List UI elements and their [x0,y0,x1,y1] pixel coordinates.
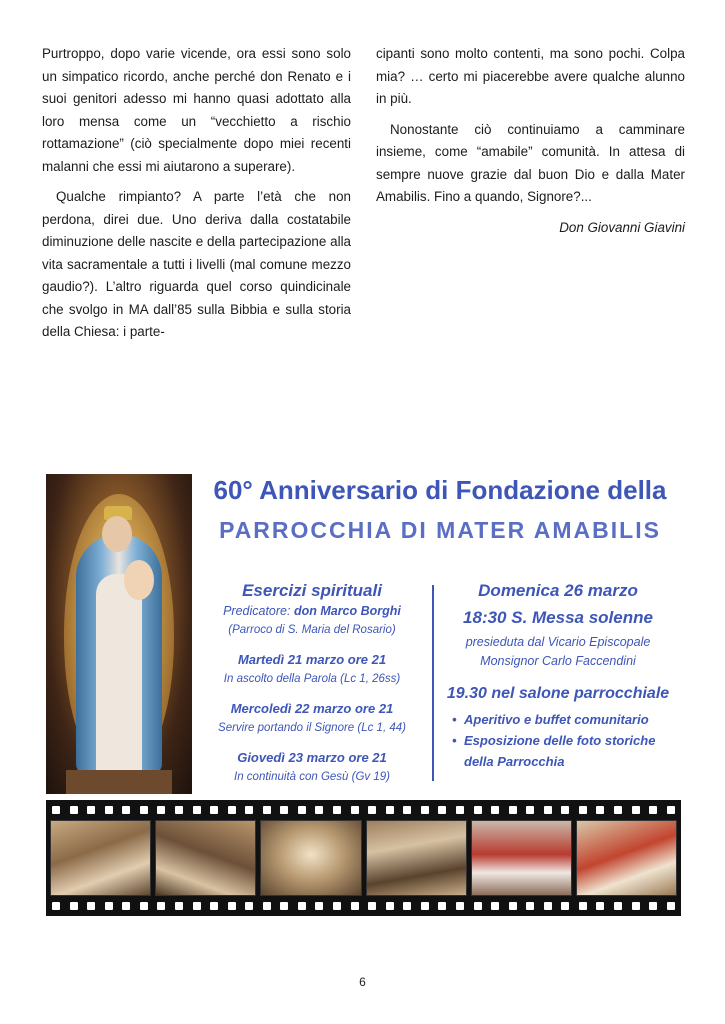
historical-photo [155,820,256,896]
event-list [440,709,676,772]
poster-subtitle: PARROCCHIA DI MATER AMABILIS [219,517,661,543]
sunday-heading: Domenica 26 marzo [478,581,638,600]
historical-photo [576,820,677,896]
anniversary-day-block [440,580,676,772]
head-shape [102,516,132,552]
presider-name: Monsignor Carlo Faccendini [480,654,636,668]
list-item: • Aperitivo e buffet comunitario [452,709,676,730]
film-strip [46,800,681,916]
evening-heading: 19.30 nel salone parrocchiale [446,685,670,702]
article-right-column [376,43,685,239]
session-topic: Servire portando il Signore (Lc 1, 44) [218,722,406,734]
bullet-icon: • [452,712,457,727]
preacher-name: don Marco Borghi [293,604,401,618]
article-paragraph: Nonostante ciò continuiamo a camminare insieme, come “amabile” comunità. In attesa di sempre nuove grazie dal buon Dio e dalla Mater Amabilis. Fino a quando, Signore?... [376,121,685,204]
article-paragraph: Qualche rimpianto? A parte l’età che non perdona, direi due. Uno deriva dalla costatabile diminuzione delle nascite e della partecipazione alla vita sacramentale a tutti i livelli (mal comune mezzo gaudio?). L’altro riguarda quel corso quindicinale che svolgo in MA dall’85 sulla Bibbia e sulla storia della Chiesa: i parte- [42,189,351,339]
column-divider [432,585,434,781]
article-signature: Don Giovanni Giavini [559,219,685,235]
session-topic: In ascolto della Parola (Lc 1, 26ss) [223,673,401,685]
session-date: Giovedì 23 marzo ore 21 [237,750,387,765]
historical-photo [366,820,467,896]
mass-heading: 18:30 S. Messa solenne [463,608,653,627]
film-frames [50,820,677,896]
madonna-statue-photo [46,474,192,794]
poster-title: 60° Anniversario di Fondazione della [213,475,667,505]
historical-photo [50,820,151,896]
session-date: Mercoledì 22 marzo ore 21 [230,701,394,716]
pedestal-shape [66,770,172,794]
film-perforations-bottom [52,902,675,910]
historical-photo [471,820,572,896]
preacher-line [200,602,424,621]
robe-shape [96,574,142,774]
presided-line: presieduta dal Vicario Episcopale [465,635,651,649]
article-paragraph: cipanti sono molto contenti, ma sono pochi. Colpa mia? … certo mi piacerebbe avere qualche alunno in più. [376,46,685,106]
session-topic: In continuità con Gesù (Gv 19) [234,771,390,783]
list-item: • Esposizione delle foto storiche della Parrocchia [452,730,676,772]
historical-photo [260,820,361,896]
child-shape [124,560,154,600]
preacher-role: (Parroco di S. Maria del Rosario) [228,624,396,636]
film-perforations-top [52,806,675,814]
article-left-column [42,43,351,352]
bullet-icon: • [452,733,457,748]
session-date: Martedì 21 marzo ore 21 [237,652,387,667]
page-number: 6 [359,975,366,989]
exercises-heading: Esercizi spirituali [242,581,382,600]
article-paragraph: Purtroppo, dopo varie vicende, ora essi sono solo un simpatico ricordo, anche perché don Renato e i suoi genitori adesso mi hanno quasi adottato alla loro mensa come un “vecchietto a rischio rottamazione” (ciò specialmente dopo miei recenti malanni che essi mi aiutarono a superare). [42,46,351,174]
spiritual-exercises-block [200,580,424,786]
preacher-label: Predicatore: [223,604,294,618]
